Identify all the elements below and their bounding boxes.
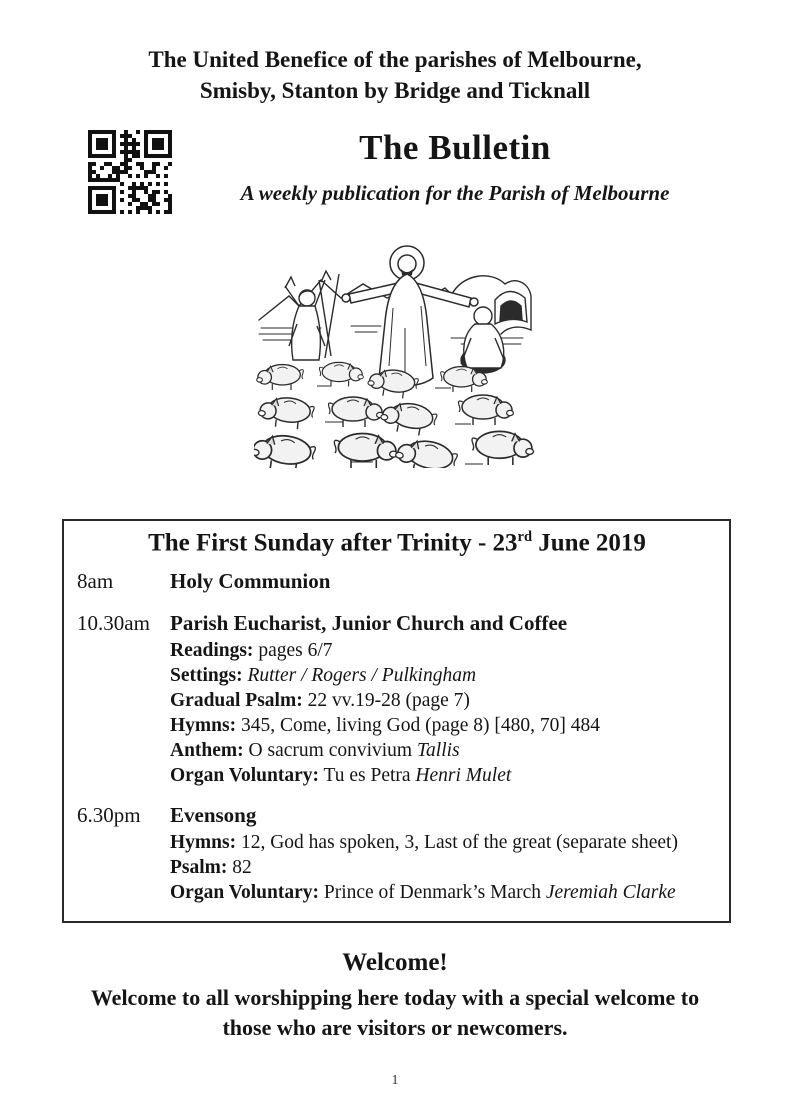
service-detail-hymns: Hymns: 345, Come, living God (page 8) [480, 70] 484 — [170, 715, 601, 737]
service-detail-settings: Settings: Rutter / Rogers / Pulkingham — [170, 665, 477, 687]
service-detail-gradual-psalm: Gradual Psalm: 22 vv.19-28 (page 7) — [170, 690, 470, 712]
page-number: 1 — [391, 1073, 399, 1089]
qr-code-icon — [88, 130, 172, 214]
left-figure — [285, 271, 339, 360]
welcome-text — [0, 983, 790, 1043]
sunday-heading-main: The First Sunday after Trinity - 23 — [148, 529, 518, 557]
service-detail-readings: Readings: pages 6/7 — [170, 640, 333, 662]
service-time: 10.30am — [77, 611, 150, 636]
service-detail-anthem: Anthem: O sacrum convivium Tallis — [170, 740, 460, 762]
sunday-heading-ordinal: rd — [517, 529, 533, 545]
service-detail-organ-voluntary: Organ Voluntary: Prince of Denmark’s March Jeremiah Clarke — [170, 882, 676, 904]
masthead-title-block — [160, 128, 750, 206]
service-title: Parish Eucharist, Junior Church and Coffee — [170, 611, 568, 636]
sunday-heading-date: June 2019 — [532, 529, 646, 557]
christ-figure — [342, 246, 478, 386]
service-detail-organ-voluntary: Organ Voluntary: Tu es Petra Henri Mulet — [170, 765, 512, 787]
service-time: 8am — [77, 569, 114, 594]
welcome-text-line1: Welcome to all worshipping here today with a special welcome to — [90, 985, 700, 1011]
benefice-header — [0, 0, 790, 106]
service-1030am — [77, 611, 717, 788]
welcome-text-line2: those who are visitors or newcomers. — [222, 1015, 568, 1041]
sunday-heading — [77, 529, 717, 557]
benefice-header-line1: The United Benefice of the parishes of Melbourne, — [148, 47, 642, 72]
bulletin-subtitle: A weekly publication for the Parish of Melbourne — [240, 181, 670, 205]
welcome-heading: Welcome! — [342, 949, 448, 977]
pig-herd — [254, 362, 533, 468]
service-detail-psalm: Psalm: 82 — [170, 857, 252, 879]
service-title: Holy Communion — [170, 569, 331, 594]
welcome-section — [0, 949, 790, 1043]
benefice-header-line2: Smisby, Stanton by Bridge and Ticknall — [199, 78, 591, 103]
service-content — [170, 611, 717, 788]
service-time: 6.30pm — [77, 803, 141, 828]
service-8am — [77, 569, 717, 596]
service-title: Evensong — [170, 803, 257, 828]
illustration-wrap — [0, 236, 790, 473]
bulletin-title: The Bulletin — [359, 128, 551, 167]
gadarene-swine-illustration-icon — [254, 236, 536, 468]
service-content — [170, 803, 717, 905]
service-detail-hymns: Hymns: 12, God has spoken, 3, Last of the great (separate sheet) — [170, 832, 678, 854]
service-schedule-box — [62, 519, 731, 923]
masthead — [0, 128, 790, 220]
service-630pm — [77, 803, 717, 905]
service-content — [170, 569, 717, 596]
